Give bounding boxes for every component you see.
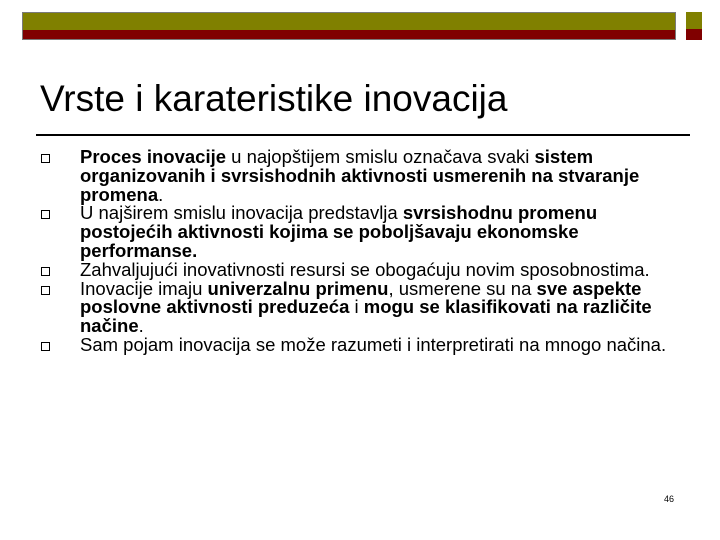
bullet-text-bold: Proces inovacije <box>80 146 227 167</box>
header-decoration-bar <box>22 12 676 40</box>
bullet-text-bold: svrsishodnu promenu postojećih aktivnosti kojima se poboljšavaju ekonomske performanse. <box>80 202 598 261</box>
square-olive-part <box>686 12 702 29</box>
bullet-item <box>34 148 680 204</box>
bullet-text: Zahvaljujući inovativnosti resursi se obogaćuju novim sposobnostima. <box>80 258 650 280</box>
bullet-text: . <box>138 315 144 337</box>
bullet-text-bold: mogu se klasifikovati na različite načine <box>80 296 652 337</box>
bullet-text-bold: univerzalnu primenu <box>207 277 389 299</box>
bullet-text-bold: sve aspekte poslovne aktivnosti preduzeća <box>80 277 642 318</box>
title-underline <box>36 134 690 136</box>
bullet-text-bold: sistem organizovanih i svrsishodnih aktivnosti usmerenih na stvaranje promena <box>80 146 640 205</box>
header-decoration-square <box>686 12 702 40</box>
hollow-square-icon <box>41 342 50 351</box>
bullet-item <box>34 204 680 260</box>
hollow-square-icon <box>41 154 50 163</box>
bullet-item <box>34 333 680 355</box>
page-number: 46 <box>664 494 675 504</box>
slide-title: Vrste i karateristike inovacija <box>40 78 508 119</box>
hollow-square-icon <box>41 286 50 295</box>
square-maroon-part <box>686 29 702 40</box>
bullet-text: i <box>349 296 364 318</box>
hollow-square-icon <box>41 267 50 276</box>
bullet-text: U najširem smislu inovacija predstavlja <box>80 202 403 224</box>
bullet-text: u najopštijem smislu označava svaki <box>226 146 535 167</box>
header-maroon-stripe <box>23 30 675 39</box>
bullet-text: , usmerene su na <box>388 277 537 299</box>
header-olive-stripe <box>23 13 675 30</box>
bullet-text: Sam pojam inovacija se može razumeti i interpretirati na mnogo načina. <box>80 333 667 355</box>
bullet-text: Inovacije imaju <box>80 277 208 299</box>
bullet-list <box>34 148 680 355</box>
hollow-square-icon <box>41 210 50 219</box>
bullet-item <box>34 277 680 337</box>
bullet-text: . <box>158 183 164 205</box>
